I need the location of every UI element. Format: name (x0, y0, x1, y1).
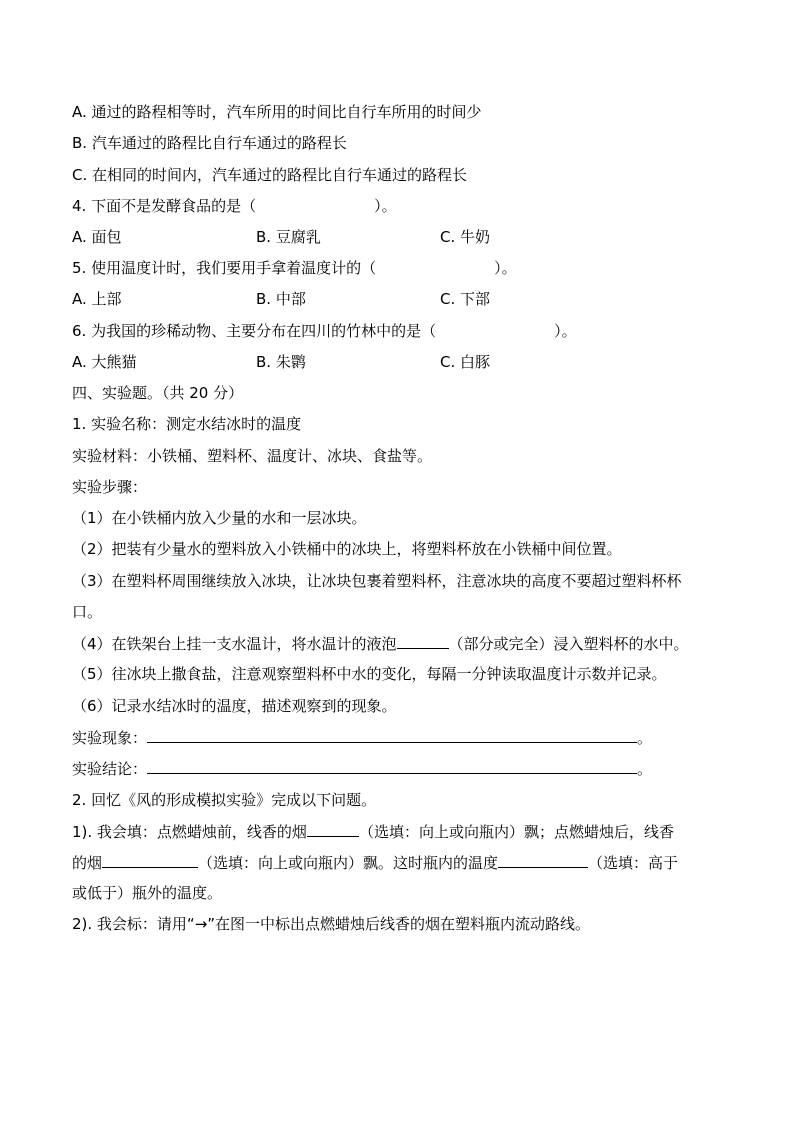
mark-question: 2). 我会标：请用“→”在图一中标出点燃蜡烛后线香的烟在塑料瓶内流动路线。 (72, 915, 591, 933)
fill-question-line2 (72, 851, 678, 873)
q4-stem-pre: 4. 下面不是发酵食品的是（ (72, 197, 257, 215)
q5-options (72, 288, 722, 310)
q4-stem-post: ）。 (374, 197, 397, 215)
q3-option-a: A. 通过的路程相等时，汽车所用的时间比自行车所用的时间少 (72, 103, 482, 121)
q4-option-c: C. 牛奶 (440, 228, 491, 246)
q4-option-a: A. 面包 (72, 228, 122, 246)
conclusion-period: 。 (637, 760, 653, 778)
fill-text-4: （选填：向上或向瓶内）飘。这时瓶内的温度 (198, 854, 499, 872)
step-4-post: （部分或完全）浸入塑料杯的水中。 (448, 635, 689, 653)
q5-option-c: C. 下部 (440, 290, 491, 308)
q4-stem (72, 195, 397, 217)
q6-option-a: A. 大熊猫 (72, 353, 137, 371)
q6-stem (72, 320, 577, 342)
experiment1-steps-label: 实验步骤： (72, 478, 148, 496)
step-3-line1: （3）在塑料杯周围继续放入冰块，让冰块包裹着塑料杯，注意冰块的高度不要超过塑料杯杯 (72, 572, 682, 590)
q6-stem-post: ）。 (554, 322, 577, 340)
experiment1-materials: 实验材料：小铁桶、塑料杯、温度计、冰块、食盐等。 (72, 447, 433, 465)
q3-option-c: C. 在相同的时间内，汽车通过的路程比自行车通过的路程长 (72, 166, 468, 184)
fill-blank-3[interactable] (498, 851, 588, 868)
q4-option-b: B. 豆腐乳 (256, 228, 321, 246)
q5-option-b: B. 中部 (256, 290, 306, 308)
fill-text-1: 1). 我会填：点燃蜡烛前，线香的烟 (72, 823, 307, 841)
phenomenon-blank[interactable] (147, 726, 637, 743)
section-heading: 四、实验题。（共 20 分） (72, 384, 244, 402)
fill-blank-2[interactable] (102, 851, 198, 868)
q4-options (72, 226, 722, 248)
q6-options (72, 351, 722, 373)
fill-text-3: 的烟 (72, 854, 103, 872)
q5-option-a: A. 上部 (72, 290, 122, 308)
experiment2-title: 2. 回忆《风的形成模拟实验》完成以下问题。 (72, 791, 377, 809)
conclusion-label: 实验结论： (72, 760, 148, 778)
fill-question-line1 (72, 820, 674, 842)
q5-stem-pre: 5. 使用温度计时，我们要用手拿着温度计的（ (72, 259, 377, 277)
step-1: （1）在小铁桶内放入少量的水和一层冰块。 (72, 509, 367, 527)
conclusion-row (72, 757, 652, 779)
phenomenon-label: 实验现象： (72, 729, 148, 747)
q6-option-c: C. 白豚 (440, 353, 491, 371)
q3-option-b: B. 汽车通过的路程比自行车通过的路程长 (72, 134, 347, 152)
experiment1-title: 1. 实验名称：测定水结冰时的温度 (72, 415, 302, 433)
conclusion-blank[interactable] (147, 757, 637, 774)
q5-stem (72, 257, 517, 279)
fill-blank-1[interactable] (307, 820, 359, 837)
phenomenon-row (72, 726, 652, 748)
q6-stem-pre: 6. 为我国的珍稀动物、主要分布在四川的竹林中的是（ (72, 322, 437, 340)
step-2: （2）把装有少量水的塑料放入小铁桶中的冰块上，将塑料杯放在小铁桶中间位置。 (72, 540, 622, 558)
fill-text-5: （选填：高于 (588, 854, 679, 872)
step-3-line2: 口。 (72, 603, 103, 621)
step-5: （5）往冰块上撒食盐，注意观察塑料杯中水的变化，每隔一分钟读取温度计示数并记录。 (72, 665, 667, 683)
step-6: （6）记录水结冰时的温度，描述观察到的现象。 (72, 697, 397, 715)
step-4 (72, 632, 689, 654)
step-4-pre: （4）在铁架台上挂一支水温计，将水温计的液泡 (72, 635, 397, 653)
fill-question-line3: 或低于）瓶外的温度。 (72, 884, 223, 902)
step-4-blank[interactable] (397, 632, 449, 649)
q5-stem-post: ）。 (494, 259, 517, 277)
q6-option-b: B. 朱鹮 (256, 353, 306, 371)
phenomenon-period: 。 (637, 729, 653, 747)
fill-text-2: （选填：向上或向瓶内）飘；点燃蜡烛后，线香 (358, 823, 674, 841)
